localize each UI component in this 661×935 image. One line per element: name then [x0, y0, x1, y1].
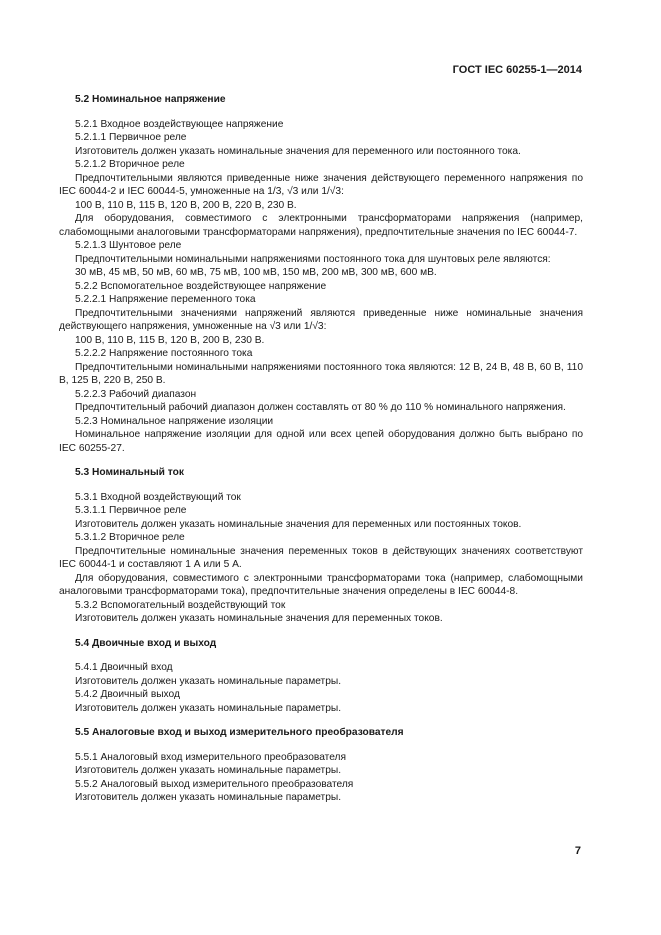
section-heading: 5.5 Аналоговые вход и выход измерительного преобразователя [75, 727, 404, 738]
paragraph: Предпочтительными являются приведенные ниже значения действующего переменного напряжения по IEC 60044-2 и IEC 60044-5, умноженные на 1/3, √3 или 1/√3: [59, 172, 583, 197]
paragraph: 5.2.1.3 Шунтовое реле [75, 240, 182, 251]
paragraph: Изготовитель должен указать номинальные параметры. [75, 765, 342, 776]
paragraph: 5.5.1 Аналоговый вход измерительного преобразователя [75, 751, 346, 763]
paragraph: Изготовитель должен указать номинальные значения для переменных токов. [75, 613, 443, 624]
section-heading: 5.4 Двоичные вход и выход [75, 637, 217, 649]
paragraph: Предпочтительными номинальными напряжениями постоянного тока являются: 12 В, 24 В, 48 В, 60 В, 110 В, 125 В, 220 В, 250 В. [59, 361, 583, 386]
paragraph: Изготовитель должен указать номинальные параметры. [75, 675, 342, 687]
paragraph: 5.2.2.1 Напряжение переменного тока [75, 294, 256, 305]
paragraph: 5.4.2 Двоичный выход [75, 689, 180, 700]
section-heading: 5.2 Номинальное напряжение [75, 94, 226, 105]
paragraph: Номинальное напряжение изоляции для одной или всех цепей оборудования должно быть выбрано по IEC 60255-27. [59, 429, 583, 454]
paragraph: Изготовитель должен указать номинальные значения для переменного или постоянного тока. [75, 145, 521, 157]
section-heading: 5.3 Номинальный ток [75, 467, 184, 478]
paragraph: 5.2.1.1 Первичное реле [75, 132, 187, 143]
paragraph: 5.2.2 Вспомогательное воздействующее напряжение [75, 280, 327, 292]
paragraph: 5.5.2 Аналоговый выход измерительного преобразователя [75, 778, 354, 790]
paragraph: 5.2.3 Номинальное напряжение изоляции [75, 415, 274, 427]
paragraph: 100 В, 110 В, 115 В, 120 В, 200 В, 220 В, 230 В. [75, 199, 297, 211]
paragraph: Предпочтительными значениями напряжений являются приведенные ниже номинальные значения действующего напряжения, умноженные на √3 или 1/√3: [59, 307, 583, 332]
paragraph: Для оборудования, совместимого с электронными трансформаторами напряжения (например, слабомощными аналоговыми трансформаторами напряжения), предпочтительные значения по IEC 60044-7. [59, 213, 583, 238]
document-header: ГОСТ IEC 60255-1—2014 [452, 64, 582, 76]
paragraph: 5.3.2 Вспомогательный воздействующий ток [75, 599, 286, 611]
document-body [59, 93, 583, 805]
paragraph: Предпочтительные номинальные значения переменных токов в действующих значениях соответствуют IEC 60044-1 и составляют 1 А или 5 А. [59, 545, 583, 570]
paragraph: 5.4.1 Двоичный вход [75, 662, 173, 673]
paragraph: 5.3.1.1 Первичное реле [75, 505, 187, 516]
paragraph: Изготовитель должен указать номинальные значения для переменных или постоянных токов. [75, 518, 522, 530]
paragraph: Для оборудования, совместимого с электронными трансформаторами тока (например, слабомощными аналоговыми трансформаторами тока), предпочтительные значения определены в IEC 60044-8. [59, 572, 583, 597]
paragraph: 5.2.1.2 Вторичное реле [75, 159, 185, 170]
page-number: 7 [574, 845, 581, 857]
paragraph: 5.3.1 Входной воздействующий ток [75, 491, 241, 503]
paragraph: Изготовитель должен указать номинальные параметры. [75, 702, 342, 714]
paragraph: 100 В, 110 В, 115 В, 120 В, 200 В, 230 В. [75, 334, 265, 346]
paragraph: Изготовитель должен указать номинальные параметры. [75, 792, 342, 803]
paragraph: 5.2.2.3 Рабочий диапазон [75, 388, 197, 400]
paragraph: 5.2.2.2 Напряжение постоянного тока [75, 348, 253, 359]
paragraph: 30 мВ, 45 мВ, 50 мВ, 60 мВ, 75 мВ, 100 мВ, 150 мВ, 200 мВ, 300 мВ, 600 мВ. [75, 267, 437, 278]
paragraph: 5.2.1 Входное воздействующее напряжение [75, 118, 284, 130]
paragraph: Предпочтительный рабочий диапазон должен составлять от 80 % до 110 % номинального напряжения. [75, 402, 566, 413]
paragraph: 5.3.1.2 Вторичное реле [75, 532, 185, 543]
paragraph: Предпочтительными номинальными напряжениями постоянного тока для шунтовых реле являются: [75, 253, 551, 265]
